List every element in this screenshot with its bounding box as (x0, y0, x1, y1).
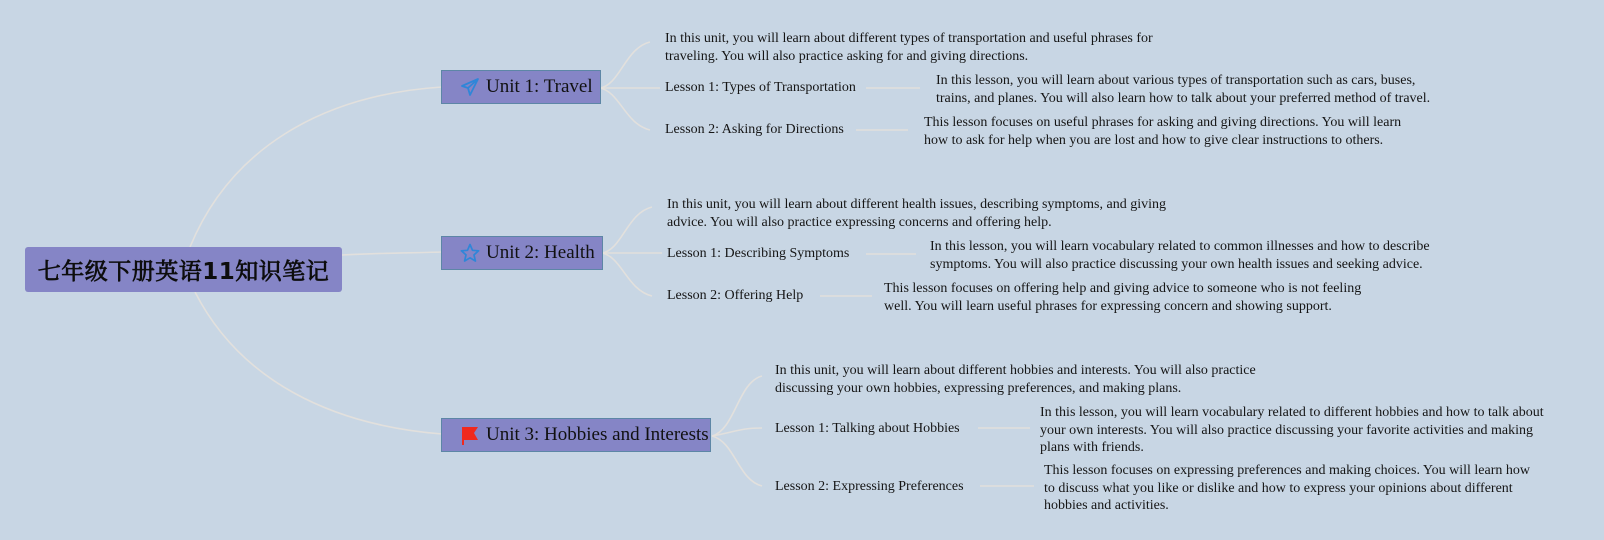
connector-unit2-summary (602, 207, 652, 253)
lesson-node[interactable]: Lesson 1: Types of Transportation (665, 80, 856, 95)
lesson-detail: This lesson focuses on expressing preferences and making choices. You will learn how to discuss what you like or dislike and how to express your opinions about different hobbies and activities. (1044, 463, 1531, 513)
unit-summary: In this unit, you will learn about different types of transportation and useful phrases for traveling. You will also practice asking for and giving directions. (665, 31, 1153, 64)
root-title: 七年级下册英语11知识笔记 (37, 259, 330, 285)
unit-summary: In this unit, you will learn about different health issues, describing symptoms, and giving advice. You will also practice expressing concerns and offering help. (667, 197, 1167, 230)
unit-node-travel[interactable] (441, 70, 601, 104)
unit-summary: In this unit, you will learn about different hobbies and interests. You will also practice discussing your own hobbies, expressing preferences, and making plans. (775, 363, 1256, 396)
connector-unit1-summary (600, 42, 650, 88)
connector-root-unit1 (190, 87, 442, 247)
lesson-node[interactable]: Lesson 2: Offering Help (667, 288, 804, 303)
lesson-detail: This lesson focuses on offering help and giving advice to someone who is not feeling well. You will learn useful phrases for expressing concern and showing support. (884, 281, 1362, 314)
lesson-node[interactable]: Lesson 1: Talking about Hobbies (775, 421, 960, 436)
connector-unit2-lesson2 (602, 253, 652, 296)
lesson-node[interactable]: Lesson 2: Expressing Preferences (775, 479, 964, 494)
lesson-node[interactable]: Lesson 1: Describing Symptoms (667, 246, 850, 261)
unit-label: Unit 2: Health (486, 242, 595, 263)
unit-label: Unit 3: Hobbies and Interests (486, 424, 709, 445)
connector-root-unit2 (342, 252, 442, 255)
lesson-detail: In this lesson, you will learn vocabulary related to common illnesses and how to describe symptoms. You will also practice discussing your own health issues and seeking advice. (930, 239, 1430, 272)
connector-root-unit3 (195, 292, 442, 434)
lesson-detail: In this lesson, you will learn about various types of transportation such as cars, buses, trains, and planes. You will also learn how to talk about your preferred method of travel. (936, 73, 1431, 106)
lesson-detail: In this lesson, you will learn vocabulary related to different hobbies and how to talk about your own interests. You will also practice discussing your favorite activities and making plans with friends. (1040, 405, 1544, 455)
flag-icon (460, 425, 480, 445)
star-icon (460, 243, 480, 263)
connector-unit1-lesson2 (600, 88, 650, 130)
unit-node-health[interactable] (441, 236, 603, 270)
unit-label: Unit 1: Travel (486, 76, 593, 97)
connector-unit3-summary (712, 376, 762, 436)
connector-unit3-lesson2 (712, 436, 762, 486)
unit-node-hobbies[interactable] (441, 418, 711, 452)
lesson-node[interactable]: Lesson 2: Asking for Directions (665, 122, 844, 137)
root-node[interactable] (25, 247, 342, 292)
lesson-detail: This lesson focuses on useful phrases for asking and giving directions. You will learn how to ask for help when you are lost and how to give clear instructions to others. (924, 115, 1402, 148)
paper-plane-icon (460, 77, 480, 97)
